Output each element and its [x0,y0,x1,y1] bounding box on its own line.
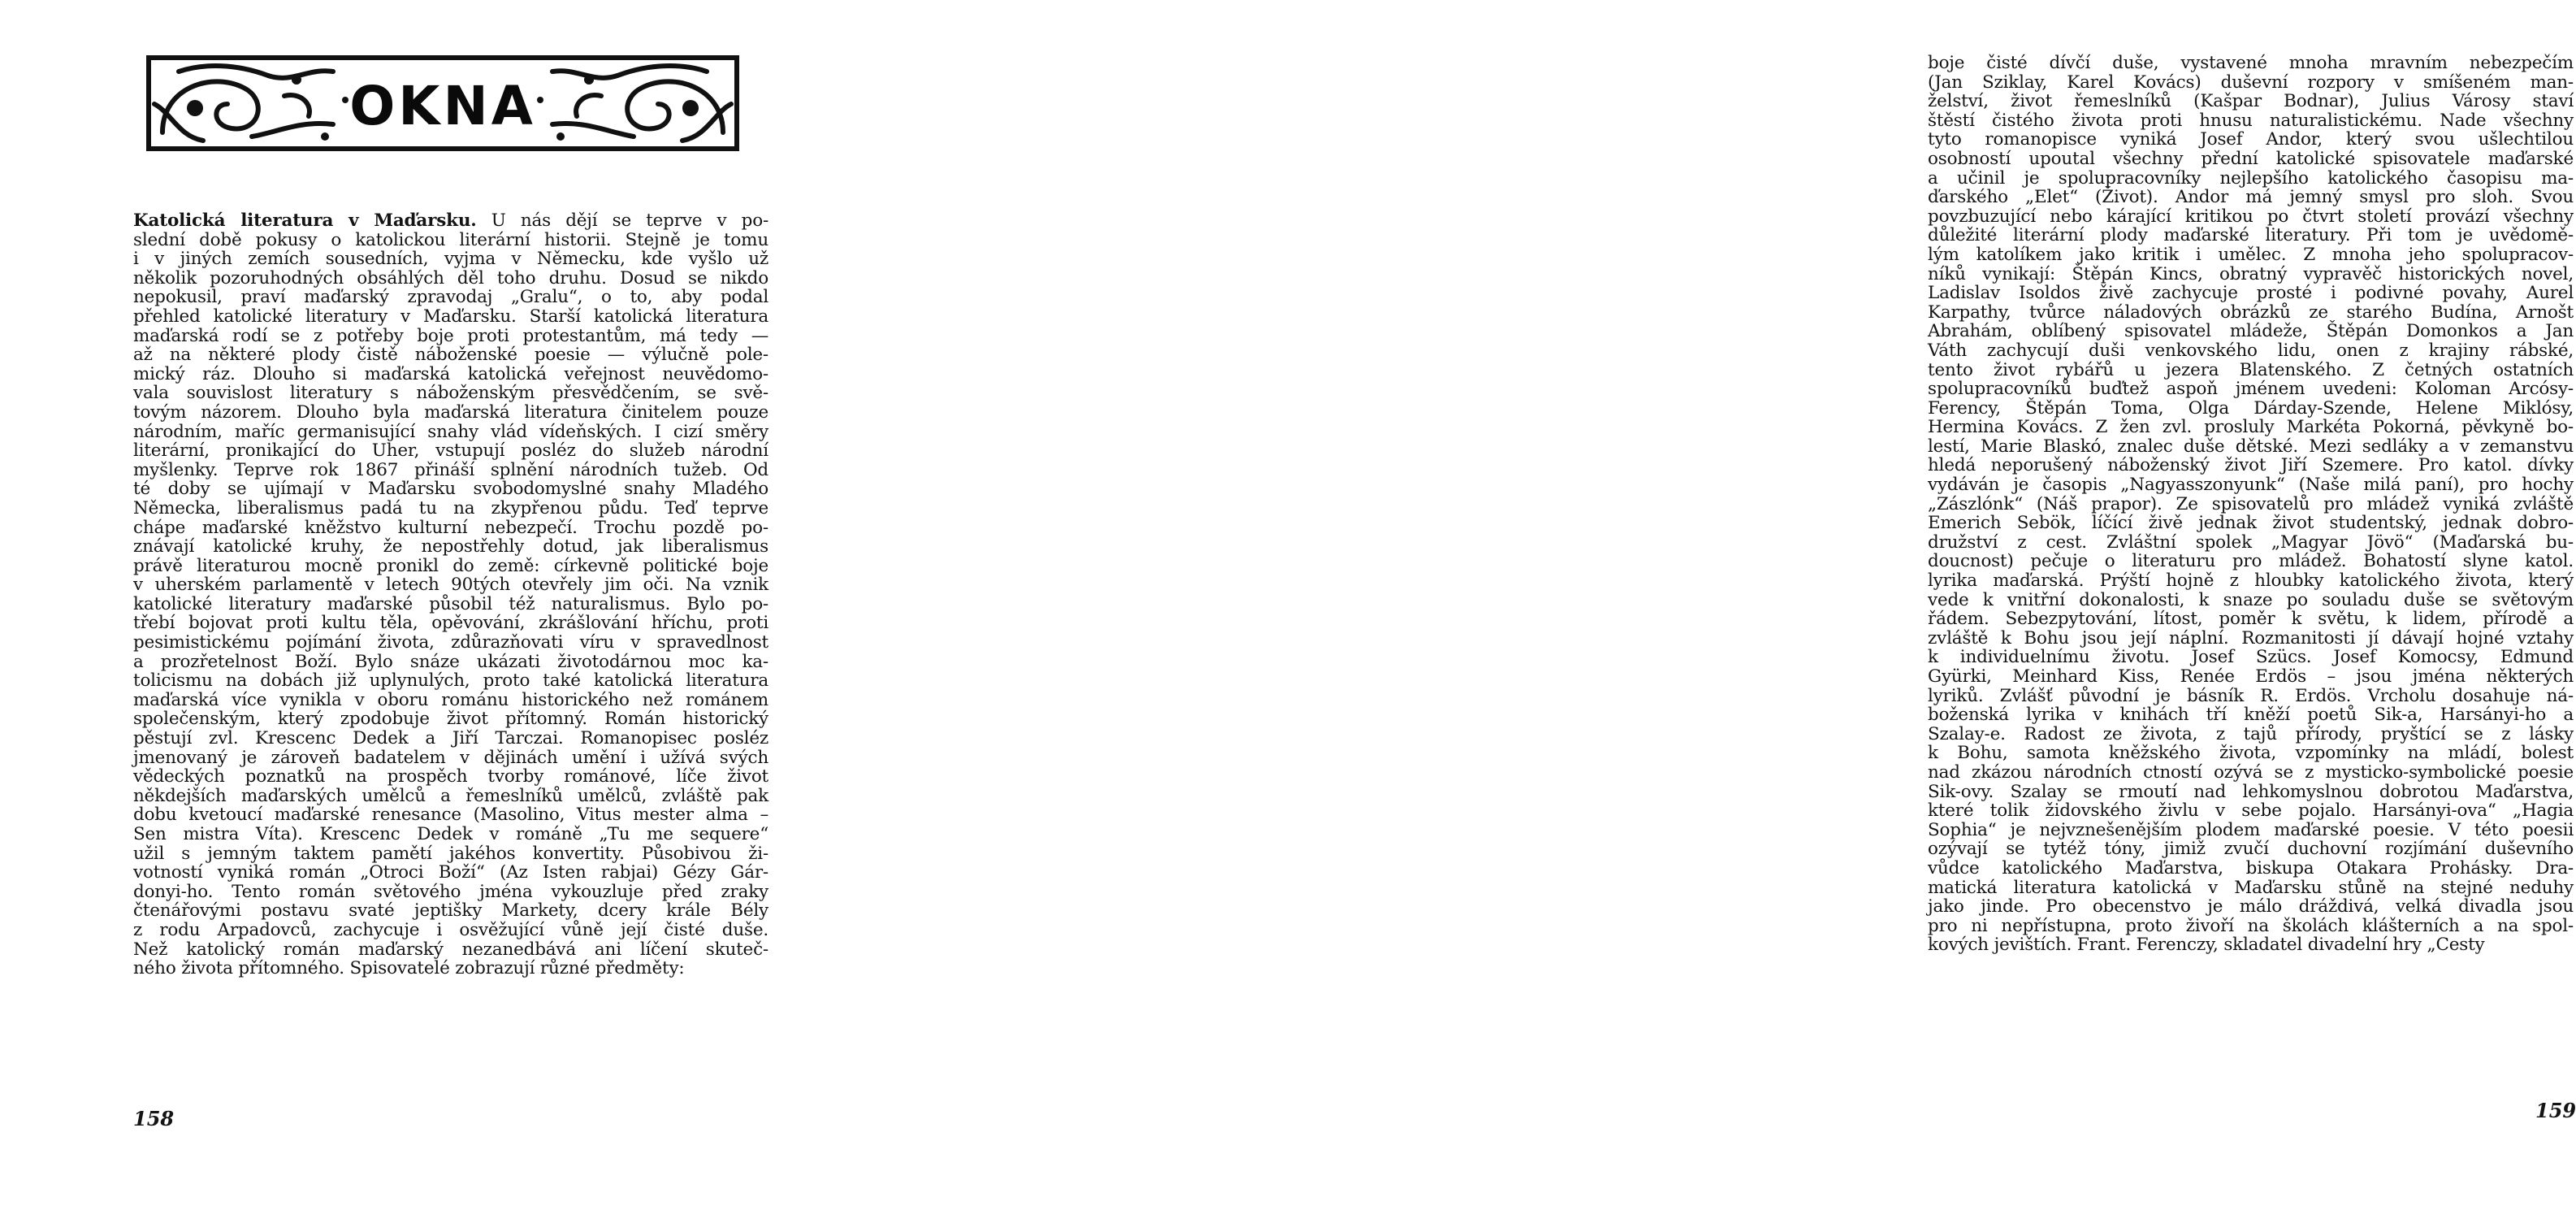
text-line: pěstují zvl. Krescenc Dedek a Jiří Tarczai. Romanopisec posléz [133,728,768,749]
text-line: povzbuzující nebo kárající kritikou po čtvrt století provází všechny [1928,206,2574,227]
text-line: až na některé plody čistě náboženské poesie — výlučně pole- [133,345,768,366]
text-line: maďarská více vynikla v oboru románu historického než románem [133,689,768,710]
text-line: přehled katolické literatury v Maďarsku. Starší katolická literatura [133,306,768,327]
text-line: a učinil je spolupracovníky nejlepšího katolického časopisu ma- [1928,167,2574,189]
text-line: jmenovaný je zároveň badatelem v dějinách umění i užívá svých [133,747,768,768]
text-line: i v jiných zemích sousedních, vyjma v Německu, kde vyšlo už [133,249,768,270]
text-line: družství z cest. Zvláštní spolek „Magyar Jövö“ (Maďarská bu- [1928,531,2574,553]
text-line: Abrahám, oblíbený spisovatel mládeže, Štěpán Domonkos a Jan [1928,321,2574,342]
text-line: třebí bojovat proti kultu těla, opěvování, zkrášlování hříchu, proti [133,613,768,634]
text-line: ného života přítomného. Spisovatelé zobrazují různé předměty: [133,958,685,979]
text-line: štěstí čistého života proti hnusu naturalistickému. Nade všechny [1928,110,2574,131]
text-line: vůdce katolického Maďarstva, biskupa Otakara Prohásky. Dra- [1928,857,2574,878]
page-number-right: 159 [2535,1099,2576,1122]
text-line: hledá neporušený náboženský život Jiří Szemere. Pro katol. dívky [1928,455,2574,476]
text-line: lyrika maďarská. Prýští hojně z hloubky katolického života, který [1928,570,2574,592]
left-page [0,0,894,1219]
text-line: spolupracovníků buďtež aspoň jménem uvedeni: Koloman Arcósy- [1928,379,2574,400]
text-line: z rodu Arpadovců, zachycuje i osvěžující vůně její čisté duše. [133,919,768,940]
text-line: (Jan Sziklay, Karel Kovács) duševní rozpory v smíšeném man- [1928,72,2574,93]
text-line: několik pozoruhodných obsáhlých děl toho druhu. Dosud se nikdo [133,267,768,288]
text-line: vědeckých poznatků na prospěch tvorby románové, líče život [133,766,768,787]
page-number-left: 158 [133,1107,175,1130]
text-line: užil s jemným taktem pamětí jakéhos konvertity. Působivou ži- [133,843,768,864]
text-line: želství, život řemeslníků (Kašpar Bodnar), Julius Városy staví [1928,91,2574,112]
text-line: boje čisté dívčí duše, vystavené mnoha mravním nebezpečím [1928,53,2574,73]
text-line: Szalay-e. Radost ze života, z tajů přírody, pryštící se z lásky [1928,723,2574,744]
text-line: Sophia“ je nejvznešenějším plodem maďarské poesie. V této poesii [1928,819,2574,840]
text-line: lým katolíkem jako kritik i umělec. Z mnoha jeho spolupracov- [1928,244,2574,265]
text-line: společenským, který zpodobuje život přítomný. Román historický [133,709,768,730]
text-line: pesimistickému pojímání života, zdůrazňovati víru v spravedlnost [133,632,768,653]
text-line: Ladislav Isoldos živě zachycuje prosté i podivné povahy, Aurel [1928,283,2574,304]
text-line: zvláště k Bohu jsou její náplní. Rozmanitosti jí dávají hojné vztahy [1928,627,2574,649]
text-line: Sen mistra Víta). Krescenc Dedek v románě „Tu me sequere“ [133,824,768,844]
text-line: osobností upoutal všechny přední katolické spisovatele maďarské [1928,148,2574,169]
text-line: matická literatura katolická v Maďarsku stůně na stejné neduhy [1928,877,2574,898]
text-line: maďarská rodí se z potřeby boje proti protestantům, má tedy — [133,325,768,346]
text-line: té doby se ujímají v Maďarsku svobodomyslné snahy Mladého [133,479,768,500]
text-line: lyriků. Zvlášť původní je básník R. Erdös. Vrcholu dosahuje ná- [1928,685,2574,706]
text-line: znávají katolické kruhy, že nepostřehly dotud, jak liberalismus [133,536,768,557]
text-line: tovým názorem. Dlouho byla maďarská literatura činitelem pouze [133,401,768,423]
text-line: Sik-ovy. Szalay se rmoutí nad lehkomyslnou dobrotou Maďarstva, [1928,781,2574,802]
text-line: mický ráz. Dlouho si maďarská katolická veřejnost neuvědomo- [133,363,768,384]
text-line: Karpathy, tvůrce náladových obrázků ze starého Budína, Arnošt [1928,301,2574,323]
text-line: Ferency, Štěpán Toma, Olga Dárday-Szende, Helene Miklósy, [1928,397,2574,419]
text-line: votností vyniká román „Otroci Boží“ (Az Isten rabjai) Gézy Gár- [133,862,768,883]
text-line: vydáván je časopis „Nagyasszonyunk“ (Naše milá paní), pro hochy [1928,475,2574,496]
left-text-column [133,211,768,978]
ornamental-header [146,55,739,151]
text-line: důležité literární plody maďarské literatury. Při tom je uvědomě- [1928,225,2574,246]
text-line: nad zkázou národních ctností ozývá se z mysticko-symbolické poesie [1928,761,2574,783]
text-line: níků vynikají: Štěpán Kincs, obratný vypravěč historických novel, [1928,263,2574,284]
text-line: jako jinde. Pro obecenstvo je málo dráždivá, velká divadla jsou [1928,896,2574,918]
text-line: Gyürki, Meinhard Kiss, Renée Erdös – jsou jména některých [1928,666,2574,687]
text-line: pro ni nepřístupna, proto živoří na školách klášterních a na spol- [1928,915,2574,936]
text-line: vala souvislost literatury s náboženským přesvědčením, se svě- [133,383,768,404]
section-title: OKNA [349,75,536,137]
text-line: nepokusil, praví maďarský zpravodaj „Gralu“, o to, aby podal [133,287,768,308]
text-line: k individuelnímu životu. Josef Szücs. Josef Komocsy, Edmund [1928,647,2574,668]
text-line: Hermina Kovács. Z žen zvl. prosluly Markéta Pokorná, pěvkyně bo- [1928,417,2574,438]
text-line: tolicismu na dobách již uplynulých, proto také katolická literatura [133,670,768,692]
text-line: které tolik židovského živlu v sebe pojalo. Harsányi-ova“ „Hagia [1928,800,2574,822]
text-line: Váth zachycují duši venkovského lidu, onen z krajiny rábské, [1928,340,2574,361]
text-line: k Bohu, samota kněžského života, vzpomínky na mládí, bolest [1928,743,2574,764]
text-line: lestí, Marie Blaskó, znalec duše dětské. Mezi sedláky a v zemanstvu [1928,436,2574,457]
right-text-column [1928,54,2574,955]
text-line: právě literaturou mocně pronikl do země: církevně politické boje [133,555,768,576]
text-line: tento život rybářů u jezera Blatenského. Z četných ostatních [1928,359,2574,380]
text-line: tyto romanopisce vyniká Josef Andor, který svou ušlechtilou [1928,129,2574,150]
text-line: v uherském parlamentě v letech 90tých otevřely jim oči. Na vznik [133,575,768,596]
text-line: ozývají se tytéž tóny, jimiž zvučí duchovní rozjímání duševního [1928,839,2574,860]
text-line: vede k vnitřní dokonalosti, k snaze po souladu duše se světovým [1928,589,2574,610]
text-line: literární, pronikající do Uher, vstupují posléz do služeb národní [133,440,768,462]
text-line: dobu kvetoucí maďarské renesance (Masolino, Vitus mester alma – [133,805,768,826]
text-line: boženská lyrika v knihách tří kněží poetů Sik-a, Harsányi-ho a [1928,705,2574,726]
text-line: někdejších maďarských umělců a řemeslníků umělců, zvláště pak [133,785,768,806]
text-line: chápe maďarské kněžstvo kulturní nebezpečí. Trochu pozdě po- [133,517,768,538]
text-line: myšlenky. Teprve rok 1867 přináší splnění národních tužeb. Od [133,459,768,480]
text-line: ďarského „Elet“ (Život). Andor má jemný smysl pro sloh. Svou [1928,187,2574,208]
text-line: národním, maříc germanisující snahy vlád vídeňských. I cizí směry [133,421,768,442]
text-line: Katolická literatura v Maďarsku. U nás dějí se teprve v po- [133,210,769,231]
text-line: Než katolický román maďarský nezanedbává ani líčení skuteč- [133,939,768,960]
text-line: slední době pokusy o katolickou literární historii. Stejně je tomu [133,229,768,250]
text-line: katolické literatury maďarské působil též naturalismus. Bylo po- [133,593,768,614]
text-line: řádem. Sebezpytování, lítost, poměr k světu, k lidem, přírodě a [1928,609,2574,630]
text-line: „Zászlónk“ (Náš prapor). Ze spisovatelů pro mládež vyniká zvláště [1928,493,2574,514]
text-line: doucnost) pečuje o literaturu pro mládež. Bohatostí slyne katol. [1928,551,2574,572]
text-line: a prozřetelnost Boží. Bylo snáze ukázati životodárnou moc ka- [133,651,768,672]
text-line: donyi-ho. Tento román světového jména vykouzluje před zraky [133,881,768,902]
text-line: Německa, liberalismus padá tu na zkypřenou půdu. Teď teprve [133,497,768,518]
text-line: čtenářovými postavu svaté jeptišky Markety, dcery krále Bély [133,900,768,922]
text-line: Emerich Sebök, líčící živě jednak život studentský, jednak dobro- [1928,513,2574,534]
right-page [894,0,2576,1219]
text-line: kových jevištích. Frant. Ferenczy, skladatel divadelní hry „Cesty [1928,935,2485,956]
